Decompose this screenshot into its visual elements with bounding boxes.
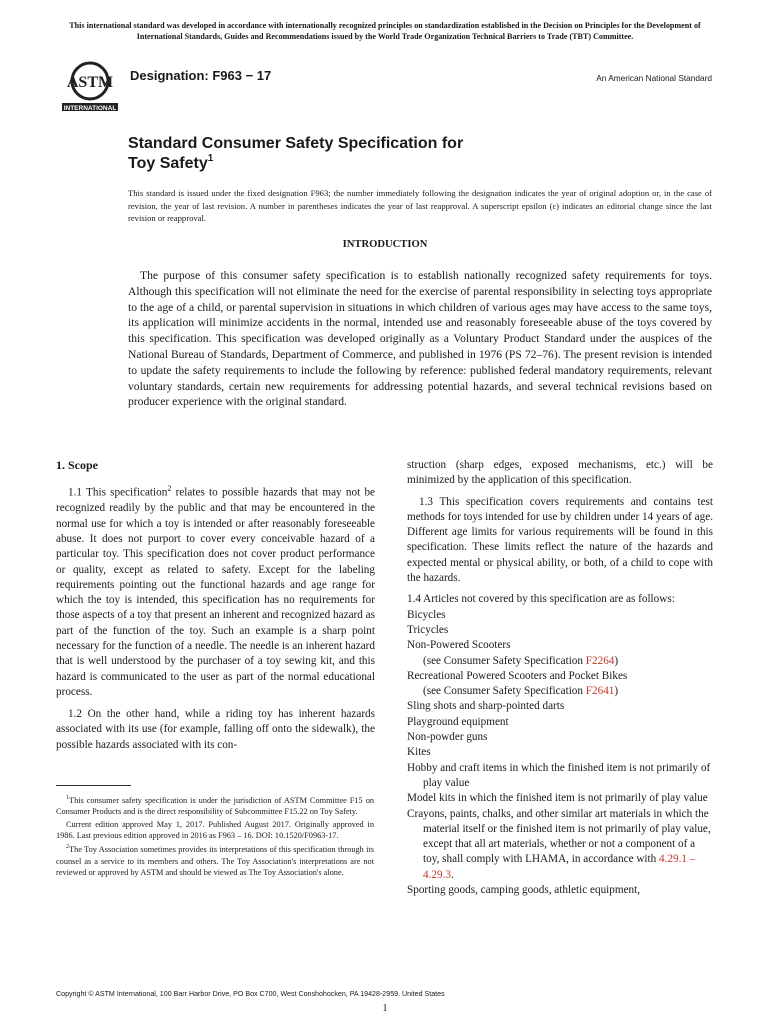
f2641-link[interactable]: F2641	[585, 685, 615, 698]
list-item: Crayons, paints, chalks, and other similar art materials in which the material itself or the finished item is not primarily of play value, except that all art materials, whether or not a component of a toy, shall comply with LHAMA, in accordance with 4.29.1 – 4.29.3.	[407, 807, 711, 881]
list-item: Model kits in which the finished item is not primarily of play value	[407, 792, 708, 805]
list-item: Hobby and craft items in which the finished item is not primarily of play value	[407, 761, 711, 789]
footnote-2: $^2$The Toy Association sometimes provides its interpretations of this specification through its counsel as a service to its members and others. The Toy Association's interpretations are not reviewed or approved by ASTM and should be viewed as The Toy Association's alone.	[56, 844, 374, 877]
right-column	[407, 458, 713, 898]
footnote-divider	[56, 785, 131, 786]
designation: Designation: F963 − 17	[130, 68, 272, 83]
list-item: Recreational Powered Scooters and Pocket Bikes	[407, 669, 628, 682]
tbt-notice: This international standard was developed in accordance with internationally recognized principles on standardization established in the Decision on Principles for the Development of International Standards, Guides and Recommendations issued by the World Trade Organization Technical Barriers to Trade (TBT) Committee.	[69, 21, 701, 41]
section-1-2-continued: struction (sharp edges, exposed mechanisms, etc.) will be minimized by the application of this specification.	[407, 459, 713, 487]
section-1-3: 1.3 This specification covers requirements and contains test methods for toys intended for use by children under 14 years of age. Different age limits for various requirements will be found in this specification. These limits reflect the nature of the hazards and expected mental or physical ability, or both, of a child to cope with the hazards.	[407, 495, 713, 585]
page-title	[128, 134, 463, 174]
left-column	[56, 458, 375, 753]
logo-text: ASTM	[66, 74, 114, 91]
list-item: Bicycles	[407, 608, 446, 621]
section-1-4: 1.4 Articles not covered by this specification are as follows:	[407, 593, 675, 606]
scope-heading: 1. Scope	[56, 458, 98, 472]
footnote-ref-2[interactable]: 2	[167, 484, 172, 494]
footnote-1-edition: Current edition approved May 1, 2017. Published August 2017. Originally approved in 1986. Last previous edition approved in 2016 as F963 – 16. DOI: 10.1520/F0963-17.	[56, 819, 374, 840]
logo-subtext: INTERNATIONAL	[63, 105, 117, 112]
section-1-2: 1.2 On the other hand, while a riding toy has inherent hazards associated with its use (for example, falling off onto the sidewalk), the possible hazards associated with its con-	[56, 708, 375, 751]
list-item: (see Consumer Safety Specification F2641)	[423, 685, 619, 698]
title-footnote-ref[interactable]: 1	[207, 152, 214, 164]
footnotes	[56, 793, 374, 879]
list-item: (see Consumer Safety Specification F2264)	[423, 654, 619, 667]
list-item: Kites	[407, 746, 431, 759]
introduction-heading: INTRODUCTION	[342, 239, 428, 250]
list-item: Sporting goods, camping goods, athletic equipment,	[407, 884, 641, 897]
page-number: 1	[382, 1003, 388, 1014]
introduction-text: The purpose of this consumer safety specification is to establish nationally recognized safety requirements for toys. Although this specification will not eliminate the need for the exercise of parental responsibility in selecting toys appropriate to the age of a child, or parental supervision in situations in which children of various ages may have access to the same toys, its application will minimize accidents in the normal, intended use and reasonably foreseeable abuse of the toys covered by this specification. This specification was developed originally as a Voluntary Product Standard under the auspices of the National Bureau of Standards, Department of Commerce, and published in 1976 (PS 72–76). The present revision is intended to update the safety requirements to include the following by reference: published federal mandatory requirements, relevant voluntary standards, certain new requirements for addressing potential hazards, and several technical revisions based on producer experience with the original standard.	[128, 269, 712, 409]
list-item: Non-powder guns	[407, 731, 488, 744]
section-4-29-link[interactable]: 4.29.1 – 4.29.3	[423, 853, 696, 881]
list-item: Tricycles	[407, 623, 449, 636]
list-item: Non-Powered Scooters	[407, 639, 511, 652]
copyright: Copyright © ASTM International, 100 Barr Harbor Drive, PO Box C700, West Conshohocken, PA 19428-2959. United States	[56, 990, 445, 998]
title-line-1: Standard Consumer Safety Specification for	[128, 135, 464, 152]
title-line-2: Toy Safety	[128, 155, 208, 172]
issuance-note: This standard is issued under the fixed designation F963; the number immediately following the designation indicates the year of original adoption or, in the case of revision, the year of last revision. A number in parentheses indicates the year of last reapproval. A superscript epsilon (ε) indicates an editorial change since the last revision or reapproval.	[128, 188, 712, 224]
list-item: Playground equipment	[407, 715, 509, 728]
list-item: Sling shots and sharp-pointed darts	[407, 700, 565, 713]
section-1-1: 1.1 This specification$^2$ relates to possible hazards that may not be recognized readily by the public and that may be encountered in the normal use for which a toy is intended or after reasonably foreseeable abuse. It does not purport to cover every conceivable hazard of a particular toy. This specification does not cover product performance or quality, except as related to safety. Except for the labeling requirements pointing out the functional hazards and age range for which the toy is intended, this specification has no requirements for those aspects of a toy that present an inherent and recognized hazard as part of the function of the toy. Such an example is a sharp point necessary for the function of a needle. The needle is an inherent hazard that is well understood by the purchaser of a toy sewing kit, and this hazard is communicated to the user as part of the normal educational process.	[56, 484, 376, 698]
national-standard-label: An American National Standard	[596, 73, 712, 83]
f2264-link[interactable]: F2264	[585, 654, 615, 667]
footnote-1: $^1$This consumer safety specification is under the jurisdiction of ASTM Committee F15 on Consumer Products and is the direct responsibility of Subcommittee F15.22 on Toy Safety.	[56, 795, 374, 817]
astm-logo	[58, 55, 122, 119]
